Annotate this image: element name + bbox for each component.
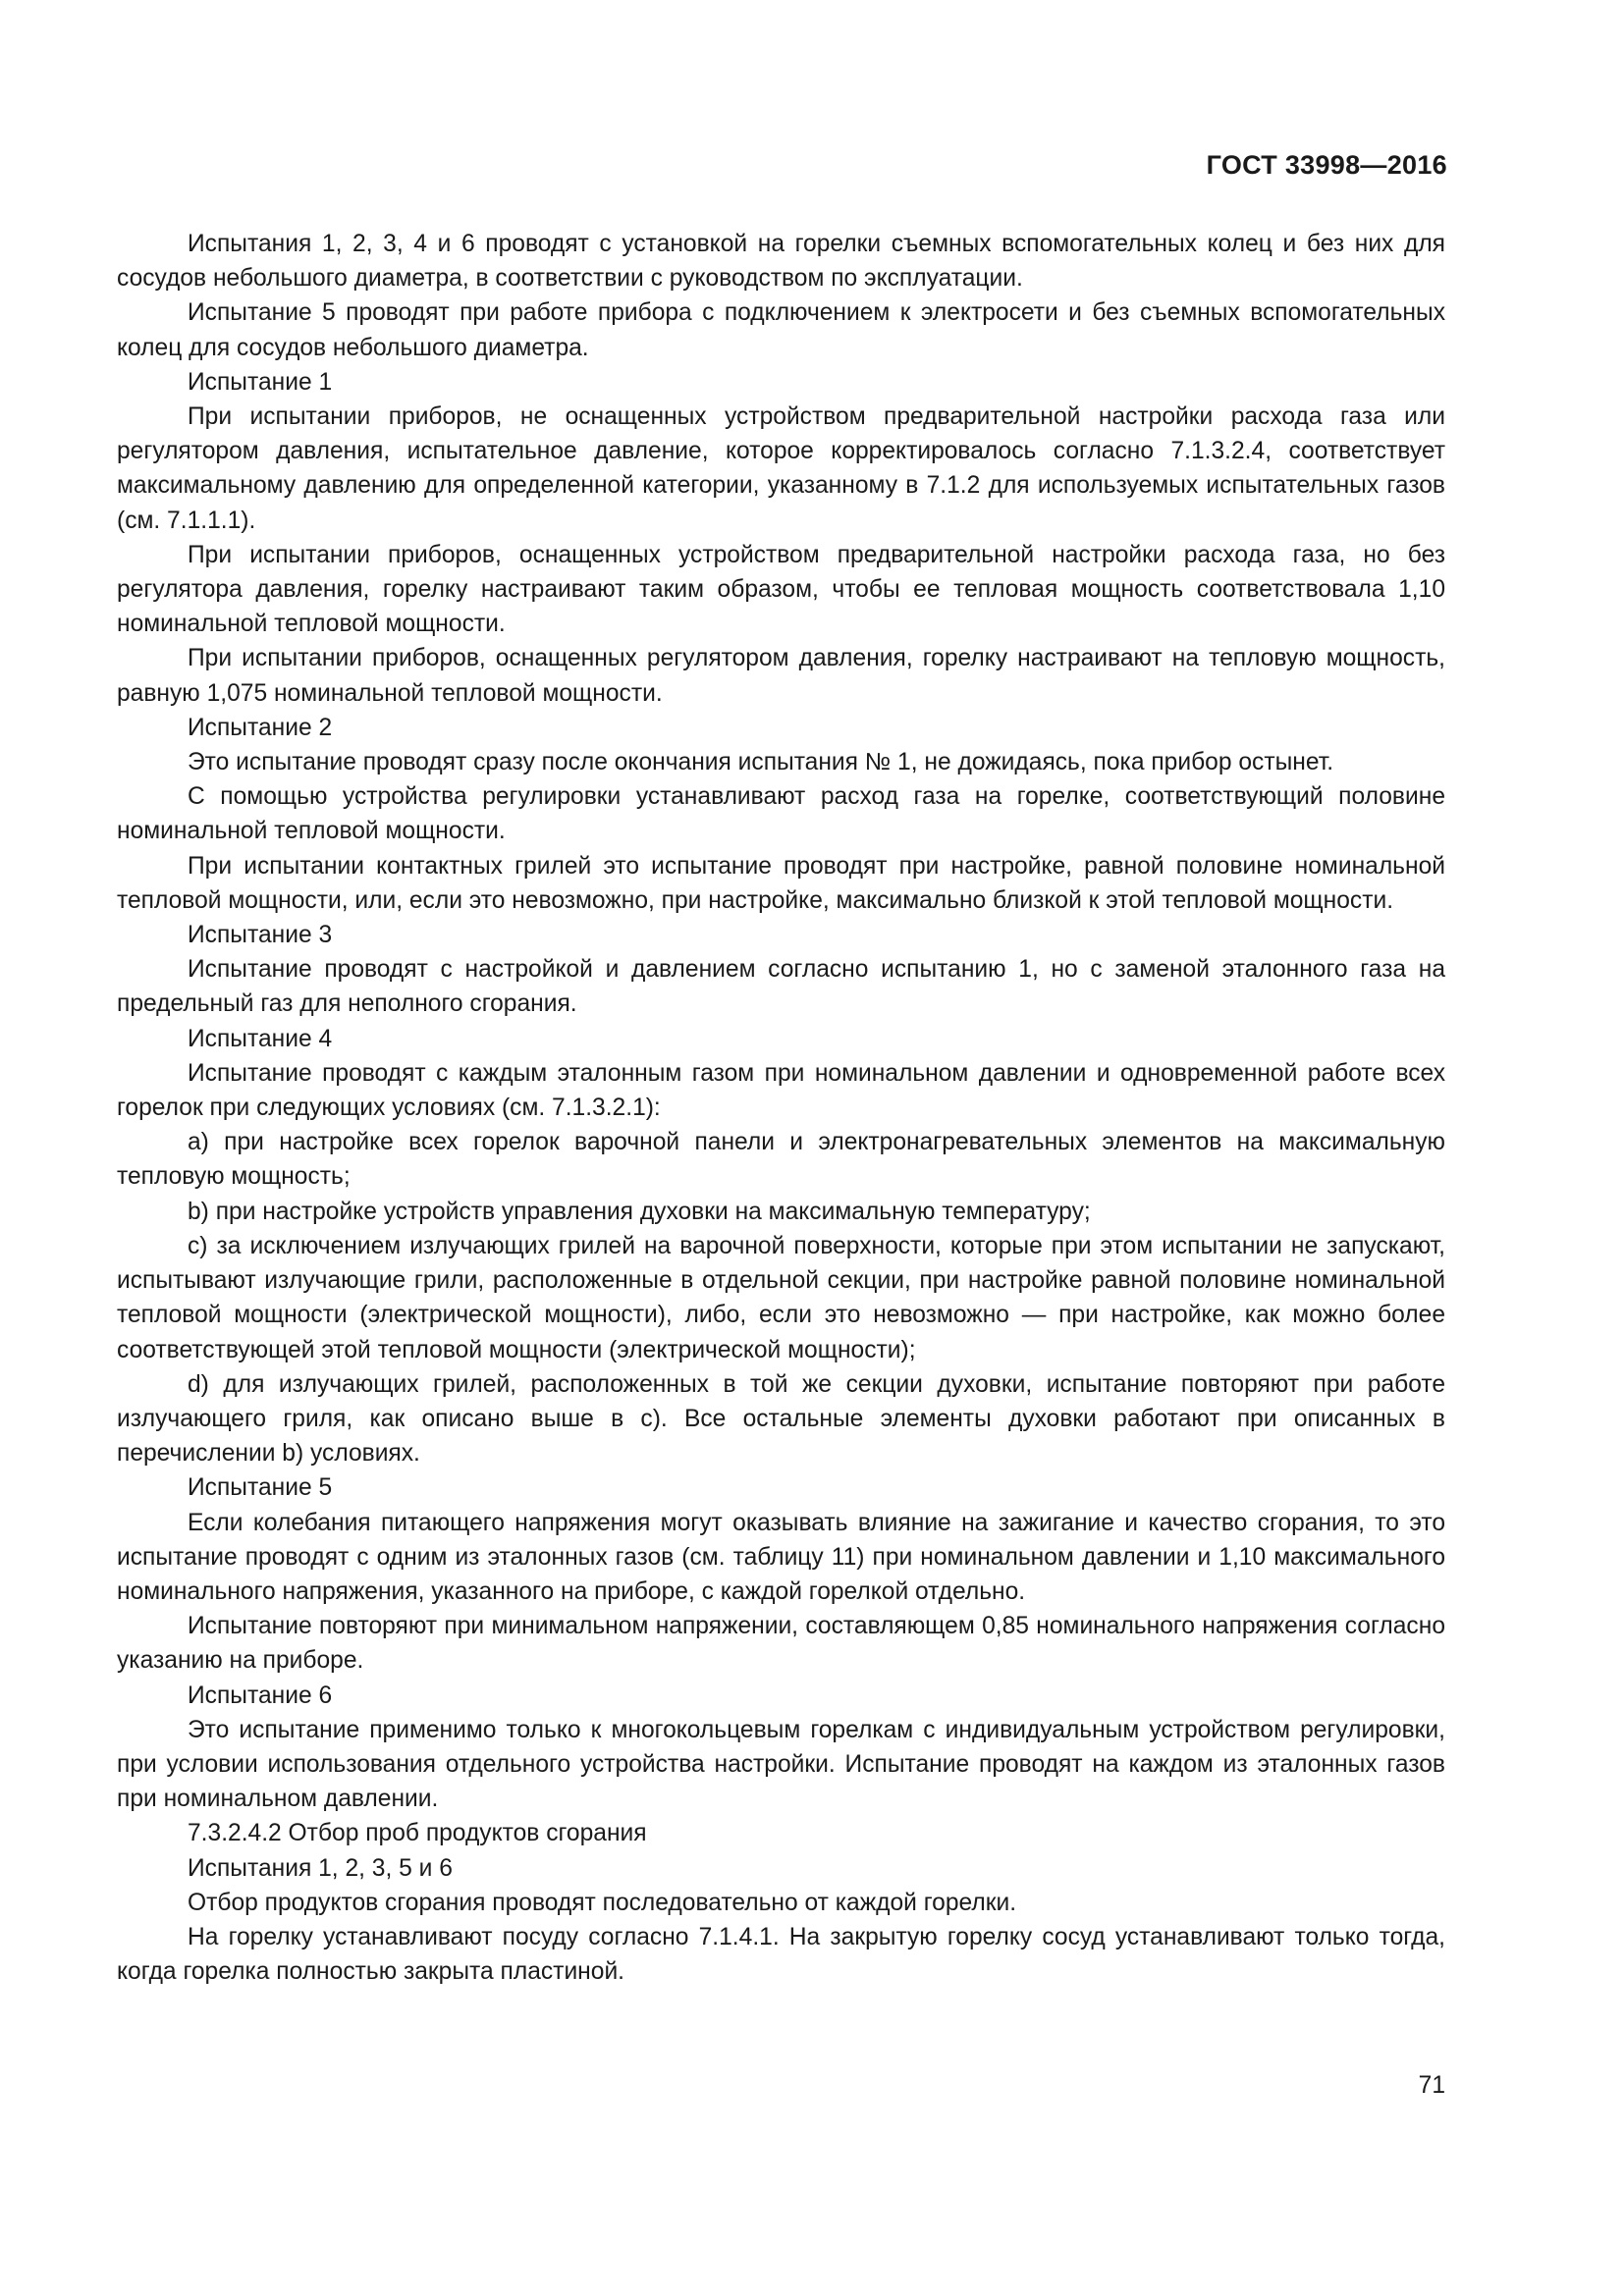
paragraph: На горелку устанавливают посуду согласно 7.1.4.1. На закрытую горелку сосуд устанавливают только тогда, когда горелка полностью закрыта пластиной. xyxy=(117,1923,1445,1986)
paragraph: С помощью устройства регулировки устанавливают расход газа на горелке, соответствующий половине номинальной тепловой мощности. xyxy=(117,783,1445,845)
test-heading: Испытание 6 xyxy=(188,1682,333,1709)
paragraph: Испытание проводят с настройкой и давлением согласно испытанию 1, но с заменой эталонного газа на предельный газ для неполного сгорания. xyxy=(117,956,1445,1018)
paragraph: Испытание повторяют при минимальном напряжении, составляющем 0,85 номинального напряжения согласно указанию на приборе. xyxy=(117,1613,1445,1675)
paragraph: Отбор продуктов сгорания проводят последовательно от каждой горелки. xyxy=(188,1889,1017,1916)
paragraph: Испытания 1, 2, 3, 4 и 6 проводят с установкой на горелки съемных вспомогательных колец и без них для сосудов небольшого диаметра, в соответствии с руководством по эксплуатации. xyxy=(117,231,1445,293)
paragraph: Это испытание проводят сразу после окончания испытания № 1, не дожидаясь, пока прибор остынет. xyxy=(188,749,1334,776)
list-item: a) при настройке всех горелок варочной панели и электронагревательных элементов на максимальную тепловую мощность; xyxy=(117,1129,1445,1191)
section-heading: 7.3.2.4.2 Отбор проб продуктов сгорания xyxy=(188,1820,647,1847)
paragraph: Это испытание применимо только к многокольцевым горелкам с индивидуальным устройством регулировки, при условии использования отдельного устройства настройки. Испытание проводят на каждом из эталонных газов при номинальном давлении. xyxy=(117,1716,1445,1813)
test-heading: Испытание 4 xyxy=(188,1025,333,1052)
list-item: b) при настройке устройств управления духовки на максимальную температуру; xyxy=(188,1198,1091,1225)
test-heading: Испытания 1, 2, 3, 5 и 6 xyxy=(188,1854,453,1882)
standard-header: ГОСТ 33998—2016 xyxy=(1206,150,1447,180)
list-item: d) для излучающих грилей, расположенных в той же секции духовки, испытание повторяют при работе излучающего гриля, как описано выше в c). Все остальные элементы духовки работают при описанных в перечислении b) условиях. xyxy=(117,1370,1445,1468)
paragraph: Испытание 5 проводят при работе прибора с подключением к электросети и без съемных вспомогательных колец для сосудов небольшого диаметра. xyxy=(117,299,1445,361)
paragraph: При испытании контактных грилей это испытание проводят при настройке, равной половине номинальной тепловой мощности, или, если это невозможно, при настройке, максимально близкой к этой тепловой мощности. xyxy=(117,852,1445,914)
test-heading: Испытание 5 xyxy=(188,1474,333,1502)
page-number: 71 xyxy=(1418,2072,1445,2099)
test-heading: Испытание 3 xyxy=(188,922,333,949)
test-heading: Испытание 2 xyxy=(188,714,333,741)
document-body xyxy=(117,227,1445,1989)
list-item: c) за исключением излучающих грилей на варочной поверхности, которые при этом испытании не запускают, испытывают излучающие грили, расположенные в отдельной секции, при настройке равной половине номинальной тепловой мощности (электрической мощности), либо, если это невозможно — при настройке, как можно более соответствующей этой тепловой мощности (электрической мощности); xyxy=(117,1232,1445,1363)
paragraph: При испытании приборов, оснащенных устройством предварительной настройки расхода газа, но без регулятора давления, горелку настраивают таким образом, чтобы ее тепловая мощность соответствовала 1,10 номинальной тепловой мощности. xyxy=(117,541,1445,638)
paragraph: Испытание проводят с каждым эталонным газом при номинальном давлении и одновременной работе всех горелок при следующих условиях (см. 7.1.3.2.1): xyxy=(117,1059,1445,1122)
paragraph: Если колебания питающего напряжения могут оказывать влияние на зажигание и качество сгорания, то это испытание проводят с одним из эталонных газов (см. таблицу 11) при номинальном давлении и 1,10 максимального номинального напряжения, указанного на приборе, с каждой горелкой отдельно. xyxy=(117,1509,1445,1605)
test-heading: Испытание 1 xyxy=(188,368,333,396)
paragraph: При испытании приборов, оснащенных регулятором давления, горелку настраивают на тепловую мощность, равную 1,075 номинальной тепловой мощности. xyxy=(117,645,1445,707)
paragraph: При испытании приборов, не оснащенных устройством предварительной настройки расхода газа или регулятором давления, испытательное давление, которое корректировалось согласно 7.1.3.2.4, соответствует максимальному давлению для определенной категории, указанному в 7.1.2 для используемых испытательных газов (см. 7.1.1.1). xyxy=(117,403,1445,534)
